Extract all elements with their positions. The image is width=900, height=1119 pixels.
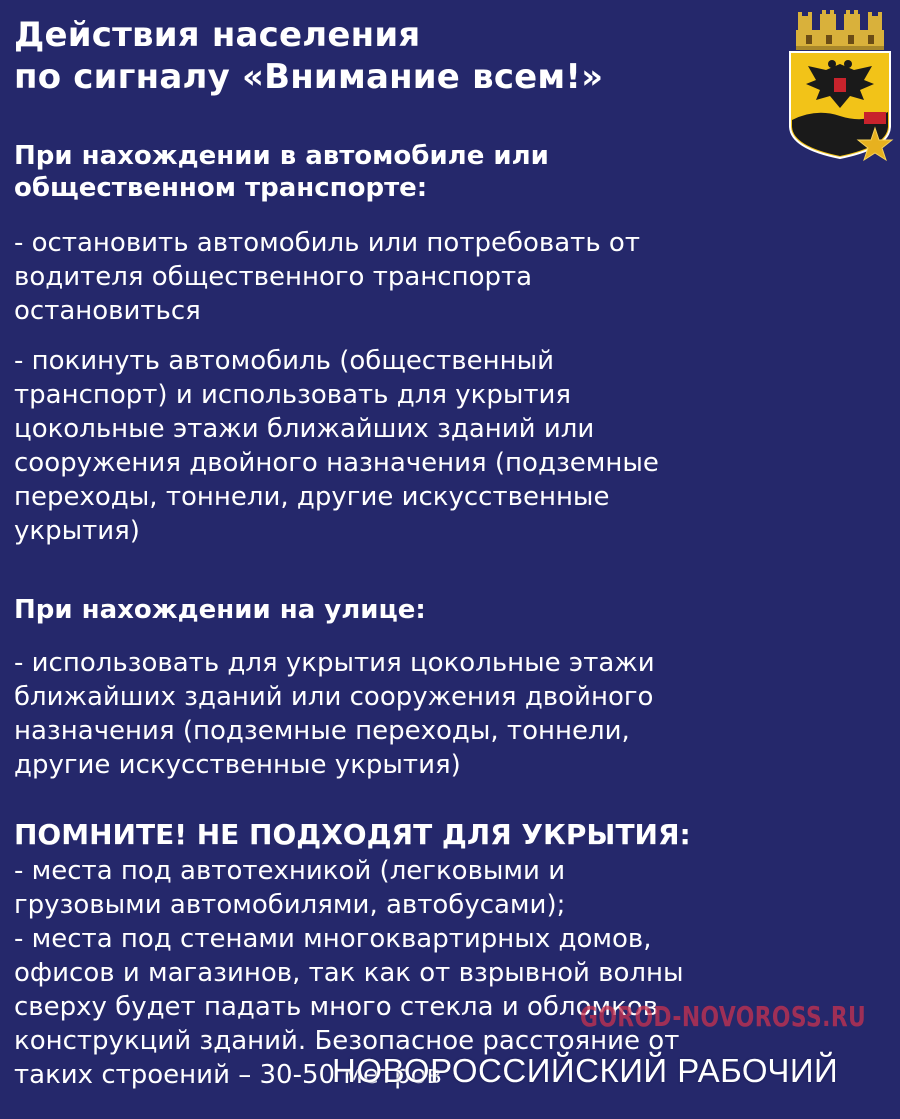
warning-heading: ПОМНИТЕ! НЕ ПОДХОДЯТ ДЛЯ УКРЫТИЯ:: [14, 818, 691, 851]
street-item-shelter: [14, 646, 886, 782]
mural-crown-icon: [796, 10, 884, 50]
text-line: сооружения двойного назначения (подземные: [14, 448, 659, 478]
text-line: конструкций зданий. Безопасное расстояние от: [14, 1026, 680, 1056]
street-heading-line: При нахождении на улице:: [14, 595, 426, 625]
text-line: остановиться: [14, 296, 201, 326]
text-line: - покинуть автомобиль (общественный: [14, 346, 554, 376]
text-line: - остановить автомобиль или потребовать от: [14, 228, 640, 258]
vehicle-item-leave: [14, 344, 886, 548]
text-line: грузовыми автомобилями, автобусами);: [14, 890, 566, 920]
site-watermark: GOROD-NOVOROSS.RU: [580, 1000, 867, 1033]
text-line: назначения (подземные переходы, тоннели,: [14, 716, 630, 746]
text-line: переходы, тоннели, другие искусственные: [14, 482, 610, 512]
ribbon-icon: [864, 112, 886, 124]
text-line: водителя общественного транспорта: [14, 262, 533, 292]
text-line: таких строений – 30-50 метров: [14, 1060, 442, 1090]
vehicle-heading-line-1: При нахождении в автомобиле или: [14, 141, 549, 171]
vehicle-item-stop: [14, 226, 886, 328]
title-line-1: Действия населения: [14, 15, 421, 55]
text-line: другие искусственные укрытия): [14, 750, 461, 780]
vehicle-heading-line-2: общественном транспорте:: [14, 173, 428, 203]
text-line: цокольные этажи ближайших зданий или: [14, 414, 595, 444]
text-line: - использовать для укрытия цокольные этажи: [14, 648, 655, 678]
vehicle-section-heading: [14, 140, 886, 204]
newspaper-watermark: НОВОРОССИЙСКИЙ РАБОЧИЙ: [332, 1052, 839, 1089]
title-line-2: по сигналу «Внимание всем!»: [14, 57, 604, 97]
text-line: офисов и магазинов, так как от взрывной волны: [14, 958, 684, 988]
text-line: - места под стенами многоквартирных домов,: [14, 924, 652, 954]
page-title: [14, 14, 754, 98]
text-line: сверху будет падать много стекла и обломков: [14, 992, 659, 1022]
text-line: - места под автотехникой (легковыми и: [14, 856, 566, 886]
text-line: транспорт) и использовать для укрытия: [14, 380, 572, 410]
street-section-heading: [14, 594, 886, 626]
text-line: укрытия): [14, 516, 140, 546]
text-line: ближайших зданий или сооружения двойного: [14, 682, 654, 712]
